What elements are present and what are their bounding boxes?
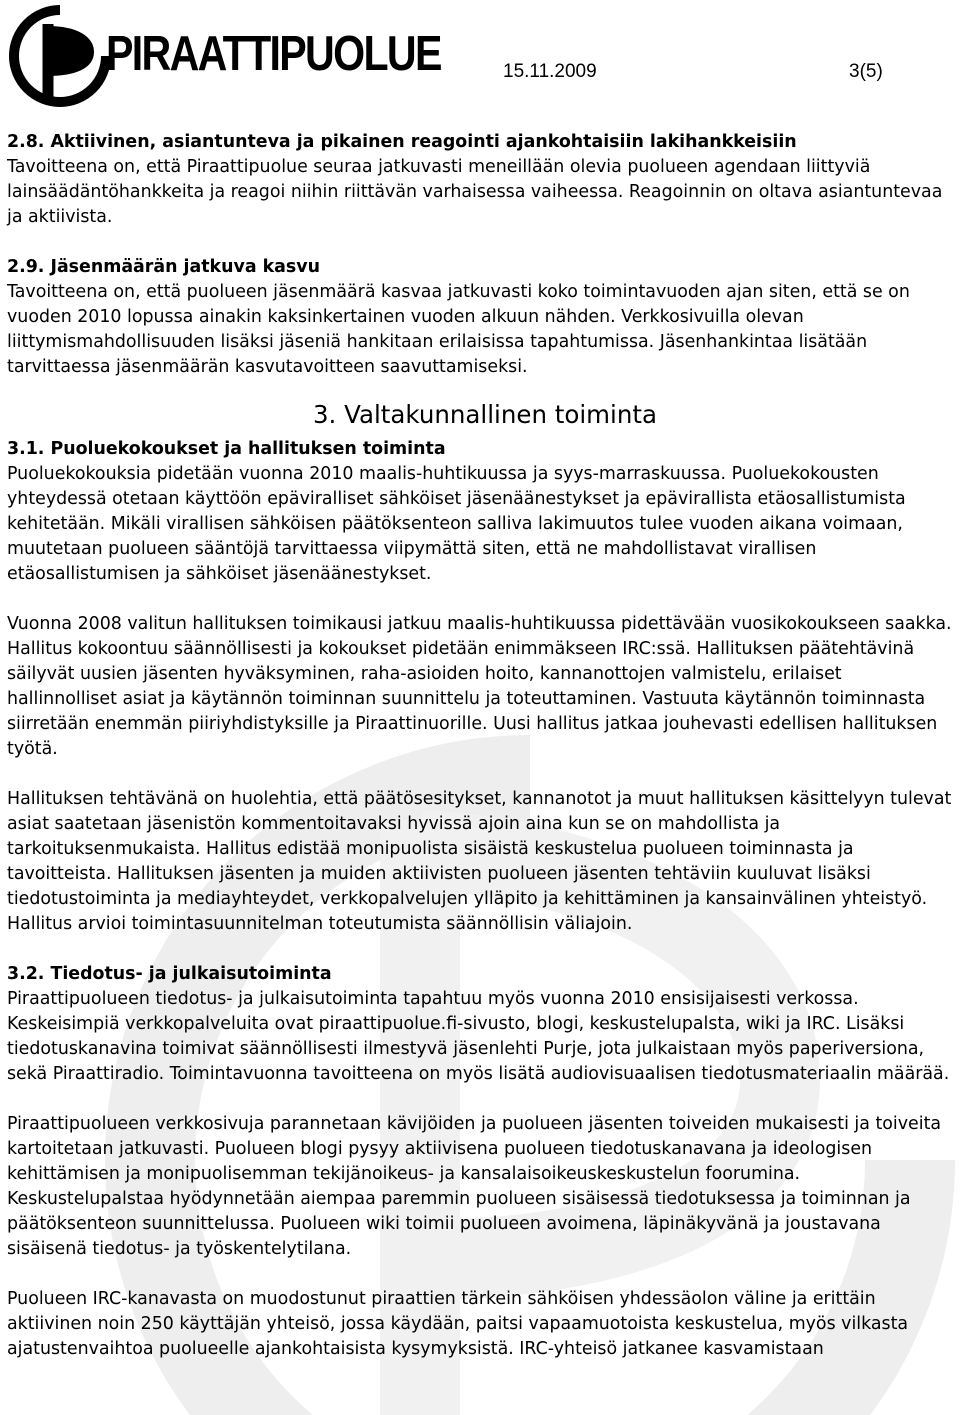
section-3-2-paragraph-2: Piraattipuolueen verkkosivuja parannetaan kävijöiden ja puolueen jäsenten toiveiden mukaisesti ja toiveita kartoitetaan jatkuvasti. Puolueen blogi pysyy aktiivisena puolueen tiedotuskanavana ja ideologisen kehittämisen ja monipuolisemman tekijänoikeus- ja kansalaisoikeuskeskustelun foorumina. Keskustelupalstaa hyödynnetään aiempaa paremmin puolueen sisäisessä tiedotuksessa ja toiminnan ja päätöksenteon suunnittelussa. Puolueen wiki toimii puolueen avoimena, läpinäkyvänä ja joustavana sisäisenä tiedotus- ja työskentelytilana. [7,1114,942,1259]
section-2-9-paragraph: Tavoitteena on, että puolueen jäsenmäärä kasvaa jatkuvasti koko toimintavuoden ajan siten, että se on vuoden 2010 lopussa ainakin kaksinkertainen vuoden alkuun nähden. Verkkosivuilla olevan liittymismahdollisuuden lisäksi jäseniä hankitaan erilaisissa tapahtumissa. Jäsenhankintaa lisätään tarvittaessa jäsenmäärän kasvutavoitteen saavuttamiseksi. [7,282,910,377]
spacer [7,1262,957,1287]
spacer [7,1087,957,1112]
chapter-3-title: 3. Valtakunnallinen toiminta [312,400,657,429]
section-3-2-paragraph-1: Piraattipuolueen tiedotus- ja julkaisutoiminta tapahtuu myös vuonna 2010 ensisijaisesti verkossa. Keskeisimpiä verkkopalveluita ovat piraattipuolue.fi-sivusto, blogi, keskustelupalsta, wiki ja IRC. Lisäksi tiedotuskanavina toimivat säännöllisesti ilmestyvä jäsenlehti Purje, jota julkaistaan myös paperiversiona, sekä Piraattiradio. Toimintavuonna tavoitteena on myös lisätä audiovisuaalisen tiedotusmateriaalin määrää. [7,989,950,1084]
section-3-2-heading: 3.2. Tiedotus- ja julkaisutoiminta [7,964,332,984]
logo-wordmark: PIRAATTIPUOLUE [106,27,441,81]
pirate-sail-logo-icon [6,2,114,110]
section-3-1-paragraph-2: Vuonna 2008 valitun hallituksen toimikausi jatkuu maalis-huhtikuussa pidettävään vuosikokoukseen saakka. Hallitus kokoontuu säännöllisesti ja kokoukset pidetään enimmäkseen IRC:ssä. Hallituksen päätehtävinä säilyvät uusien jäsenten hyväksyminen, raha-asioiden hoito, kannanottojen valmistelu, erilaiset hallinnolliset asiat ja käytännön toiminnan suunnittelu ja toteuttaminen. Vastuuta käytännön toiminnasta siirretään enemmän piiriyhdistyksille ja Piraattinuorille. Uusi hallitus jatkaa jouhevasti edellisen hallituksen työtä. [7,614,952,759]
section-3-1-paragraph-3: Hallituksen tehtävänä on huolehtia, että päätösesitykset, kannanotot ja muut hallituksen käsittelyyn tulevat asiat saatetaan jäsenistön kommentoitavaksi hyvissä ajoin aina kun se on mahdollista ja tarkoituksenmukaista. Hallitus edistää monipuolista sisäistä keskustelua puolueen toiminnasta ja tavoitteista. Hallituksen jäsenten ja muiden aktiivisten puolueen jäsenten tehtäviin kuuluvat lisäksi tiedotustoiminta ja mediayhteydet, verkkopalvelujen ylläpito ja kehittäminen ja kansainvälinen yhteistyö. Hallitus arvioi toimintasuunnitelman toteutumista säännöllisin väliajoin. [7,789,952,934]
spacer [7,762,957,787]
page-number: 3(5) [849,61,883,82]
spacer [7,230,957,255]
section-2-8-heading: 2.8. Aktiivinen, asiantunteva ja pikainen reagointi ajankohtaisiin lakihankkeisiin [7,132,797,152]
spacer [7,937,957,962]
section-2-8-paragraph: Tavoitteena on, että Piraattipuolue seuraa jatkuvasti meneillään olevia puolueen agendaan liittyviä lainsäädäntöhankkeita ja reagoi niihin riittävän varhaisessa vaiheessa. Reagoinnin on oltava asiantuntevaa ja aktiivista. [7,157,943,227]
section-2-9-heading: 2.9. Jäsenmäärän jatkuva kasvu [7,257,320,277]
spacer [7,587,957,612]
section-3-1-paragraph-1: Puoluekokouksia pidetään vuonna 2010 maalis-huhtikuussa ja syys-marraskuussa. Puoluekokousten yhteydessä otetaan käyttöön epäviralliset sähköiset jäsenäänestykset ja epävirallista etäosallistumista kehitetään. Mikäli virallisen sähköisen päätöksenteon salliva lakimuutos tulee vuoden aikana voimaan, muutetaan puolueen sääntöjä tarvittaessa viipymättä siten, että ne mahdollistavat virallisen etäosallistumisen ja sähköiset jäsenäänestykset. [7,464,906,584]
spacer [7,380,957,397]
section-3-1-heading: 3.1. Puoluekokoukset ja hallituksen toiminta [7,439,446,459]
section-3-2-paragraph-3: Puolueen IRC-kanavasta on muodostunut piraattien tärkein sähköisen yhdessäolon väline ja erittäin aktiivinen noin 250 käyttäjän yhteisö, jossa käydään, paitsi vapaamuotoista keskustelua, myös vilkasta ajatustenvaihtoa puolueelle ajankohtaisista kysymyksistä. IRC-yhteisö jatkanee kasvamistaan [7,1289,909,1359]
document-date: 15.11.2009 [503,61,597,82]
page-header [0,0,960,115]
document-body [7,130,957,1362]
